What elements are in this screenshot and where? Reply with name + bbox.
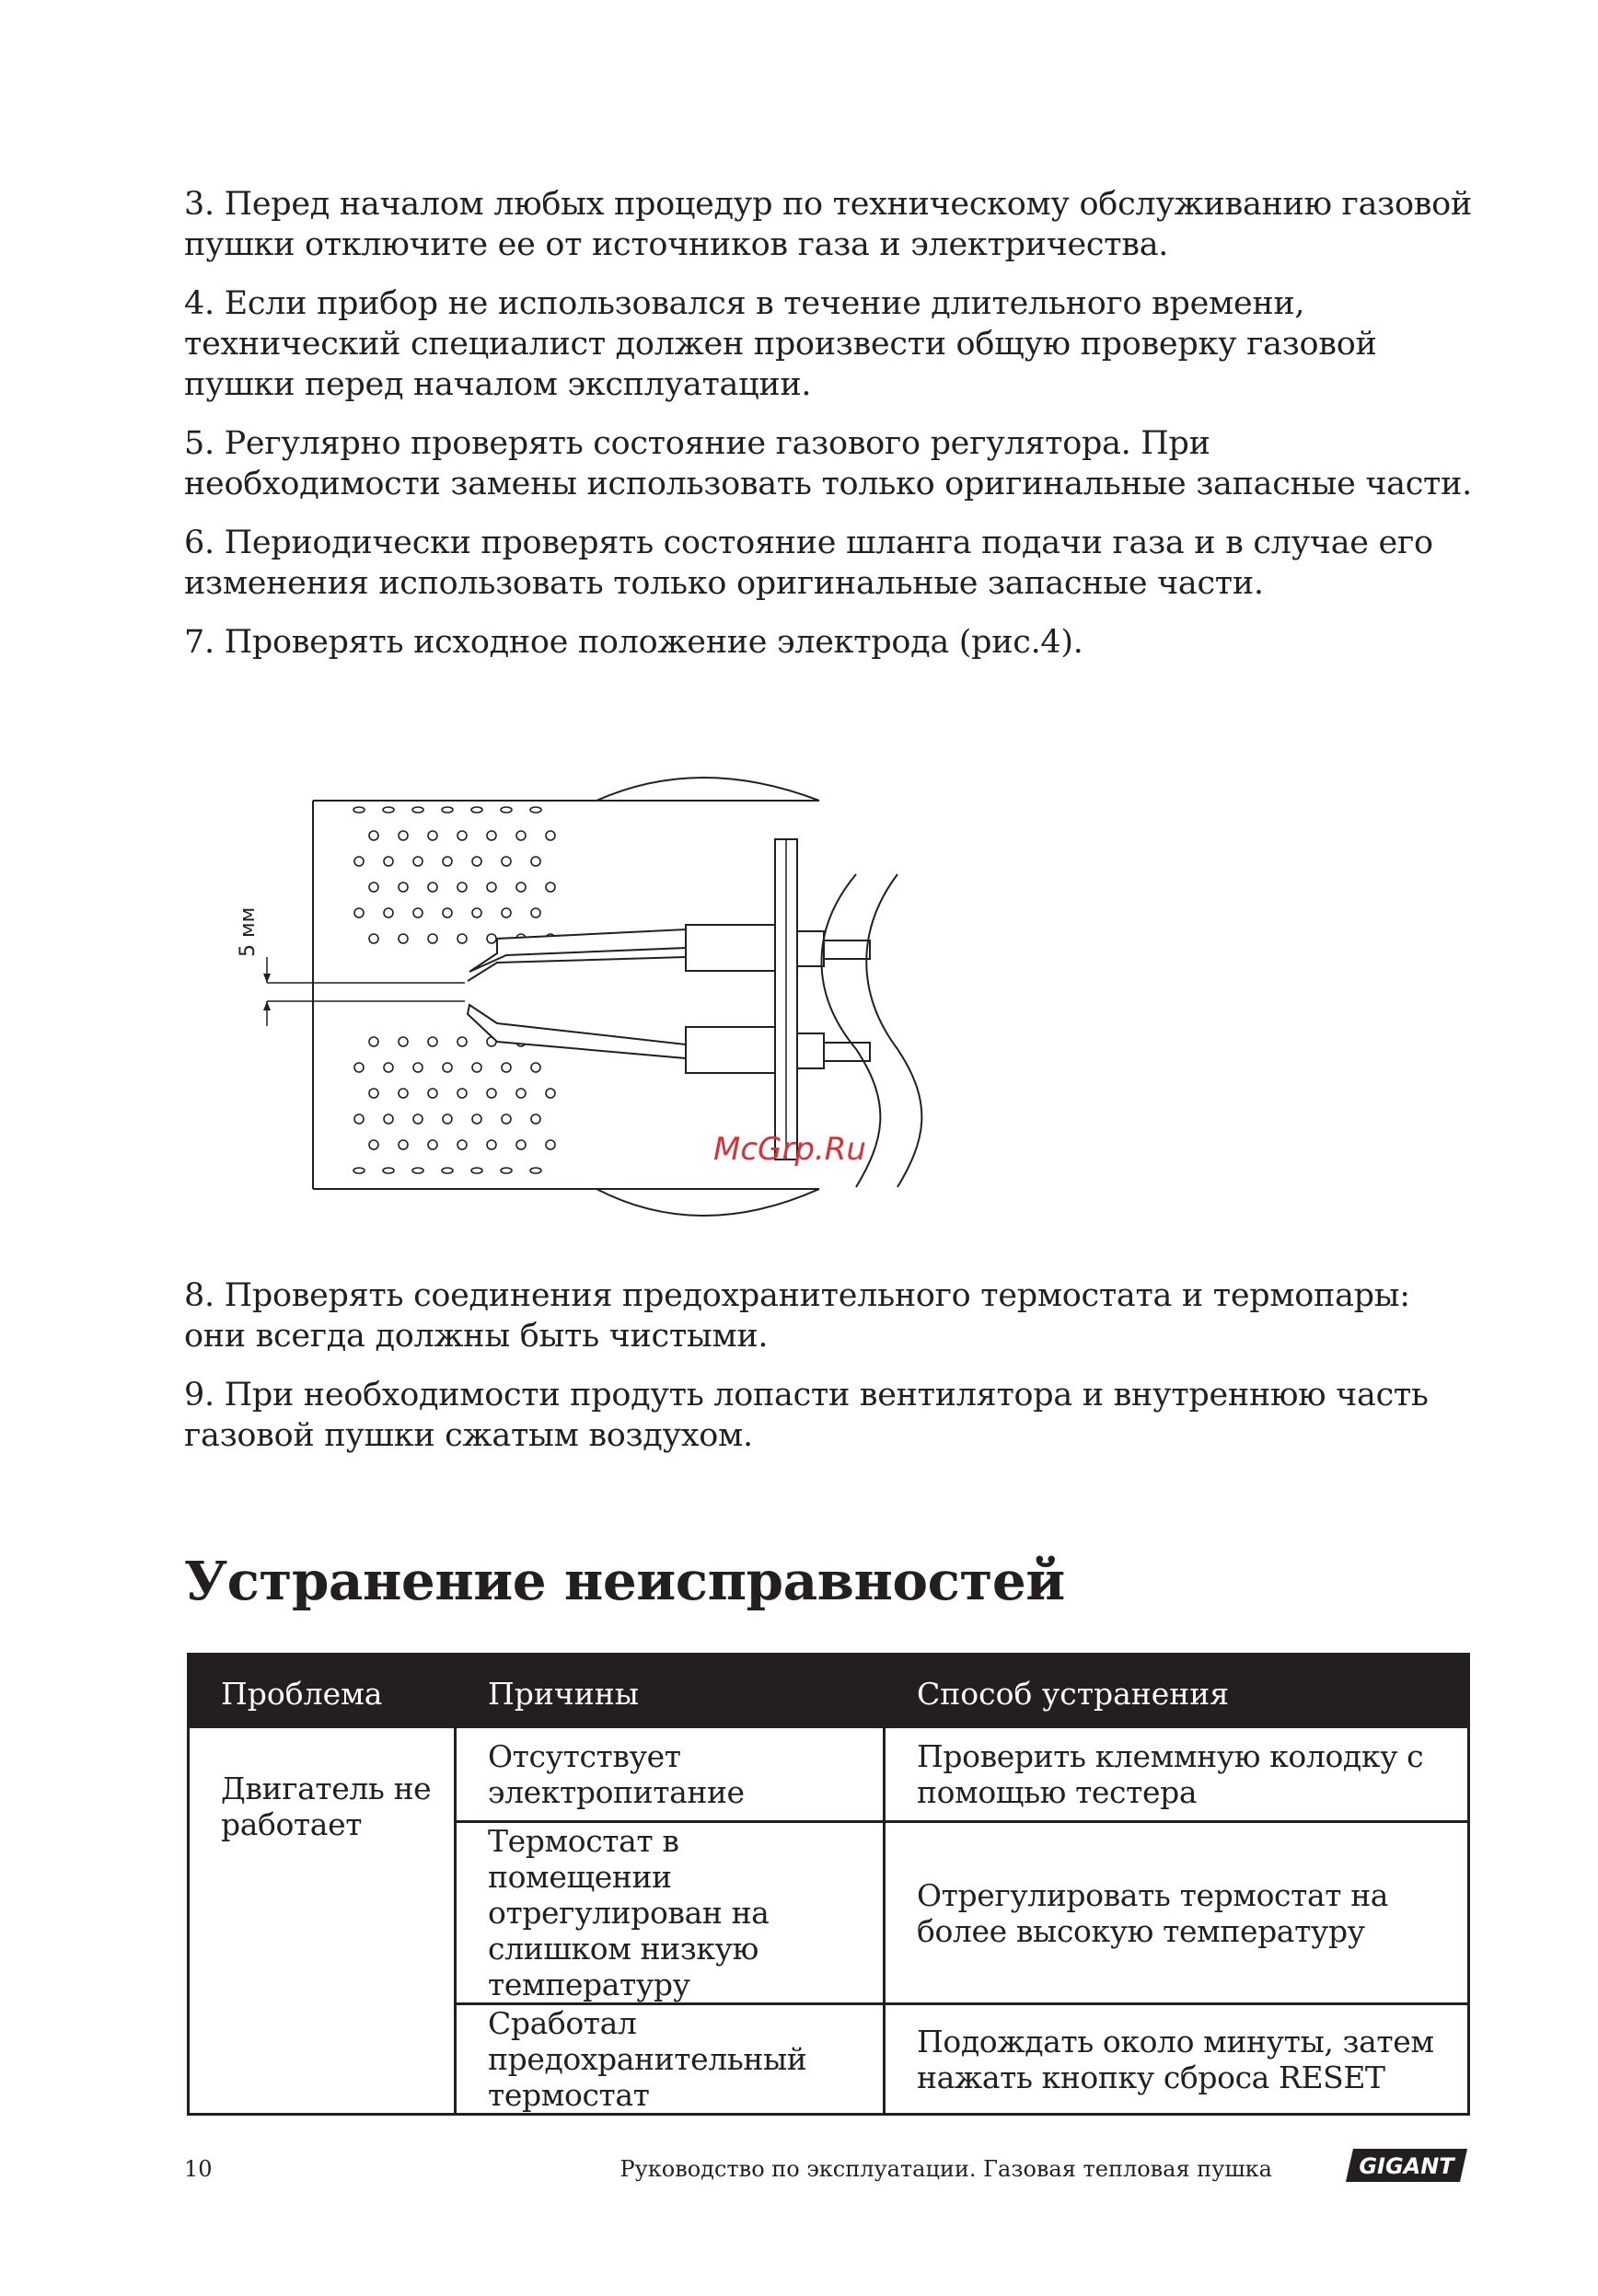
perforation-hole bbox=[502, 908, 511, 917]
perforation-hole bbox=[531, 1114, 540, 1124]
problem-cell: Двигатель не работает bbox=[189, 1727, 456, 2115]
perforation-hole bbox=[472, 1063, 481, 1072]
step-4: 4. Если прибор не использовался в течение длительного времени, технический специалист должен произвести общую проверку газовой пушки перед началом эксплуатации. bbox=[184, 285, 1377, 403]
perforation-hole bbox=[384, 908, 393, 917]
perforation-hole bbox=[354, 908, 364, 917]
perforation-hole bbox=[442, 1168, 453, 1173]
perforation-hole bbox=[531, 908, 540, 917]
cause-cell: Термостат в помещении отрегулирован на слишком низкую температуру bbox=[456, 1822, 885, 2004]
perforation-hole bbox=[399, 934, 408, 943]
perforation-hole bbox=[353, 807, 365, 813]
perforation-hole bbox=[428, 1037, 437, 1046]
perforation-hole bbox=[443, 1063, 452, 1072]
perforation-hole bbox=[412, 1168, 423, 1173]
perforation-hole bbox=[413, 908, 423, 917]
step-7: 7. Проверять исходное положение электрода (рис.4). bbox=[184, 624, 1083, 661]
perforation-hole bbox=[443, 908, 452, 917]
fix-cell: Отрегулировать термостат на более высокую температуру bbox=[885, 1822, 1469, 2004]
perforation-hole bbox=[428, 883, 437, 892]
perforation-hole bbox=[502, 1063, 511, 1072]
perforation-hole bbox=[546, 1140, 555, 1149]
perforation-hole bbox=[516, 1140, 526, 1149]
cause-cell: Сработал предохранительный термостат bbox=[456, 2004, 885, 2115]
step-6: 6. Периодически проверять состояние шланга подачи газа и в случае его изменения использовать только оригинальные запасные части. bbox=[184, 525, 1433, 602]
perforation-hole bbox=[516, 883, 526, 892]
perforation-hole bbox=[472, 1114, 481, 1124]
cause-cell: Отсутствует электропитание bbox=[456, 1727, 885, 1822]
perforation-hole bbox=[443, 1114, 452, 1124]
gigant-logo bbox=[1346, 2147, 1467, 2184]
perforation-hole bbox=[428, 831, 437, 840]
table-row bbox=[189, 1727, 1469, 1822]
perforation-hole bbox=[546, 883, 555, 892]
header-problem: Проблема bbox=[189, 1655, 456, 1727]
perforation-hole bbox=[471, 807, 482, 813]
perforation-hole bbox=[457, 831, 467, 840]
perforation-hole bbox=[399, 831, 408, 840]
section-title: Устранение неисправностей bbox=[184, 1550, 1065, 1612]
perforation-hole bbox=[354, 1063, 364, 1072]
step-3: 3. Перед началом любых процедур по техническому обслуживанию газовой пушки отключите ее от источников газа и электричества. bbox=[184, 186, 1472, 263]
maintenance-steps-bottom bbox=[184, 1275, 1473, 1474]
troubleshooting-table bbox=[187, 1653, 1470, 2116]
perforation-hole bbox=[399, 883, 408, 892]
dimension-label: 5 мм bbox=[237, 906, 260, 957]
perforation-hole bbox=[502, 857, 511, 866]
perforation-hole bbox=[530, 1168, 541, 1173]
footer-doc-title: Руководство по эксплуатации. Газовая тепловая пушка bbox=[620, 2156, 1272, 2182]
logo-text: GIGANT bbox=[1359, 2153, 1454, 2179]
perforation-hole bbox=[369, 1037, 378, 1046]
perforation-hole bbox=[471, 1168, 482, 1173]
perforation-hole bbox=[487, 831, 496, 840]
perforation-hole bbox=[369, 831, 378, 840]
perforation-hole bbox=[531, 857, 540, 866]
step-5: 5. Регулярно проверять состояние газового регулятора. При необходимости замены использовать только оригинальные запасные части. bbox=[184, 425, 1472, 502]
table-header-row bbox=[189, 1655, 1469, 1727]
perforation-hole bbox=[384, 1063, 393, 1072]
perforation-hole bbox=[412, 807, 423, 813]
perforation-hole bbox=[530, 807, 541, 813]
perforation-hole bbox=[354, 1114, 364, 1124]
perforation-hole bbox=[399, 1089, 408, 1098]
perforation-hole bbox=[457, 1037, 467, 1046]
perforation-hole bbox=[384, 857, 393, 866]
perforation-hole bbox=[487, 1089, 496, 1098]
perforation-hole bbox=[531, 1063, 540, 1072]
perforation-hole bbox=[472, 908, 481, 917]
perforation-hole bbox=[546, 831, 555, 840]
step-9: 9. При необходимости продуть лопасти вентилятора и внутреннюю часть газовой пушки сжатым воздухом. bbox=[184, 1377, 1429, 1454]
perforation-hole bbox=[399, 1037, 408, 1046]
fix-cell: Проверить клеммную колодку с помощью тестера bbox=[885, 1727, 1469, 1822]
perforation-hole bbox=[383, 1168, 394, 1173]
perforation-hole bbox=[457, 883, 467, 892]
perforation-hole bbox=[399, 1140, 408, 1149]
perforation-hole bbox=[428, 934, 437, 943]
step-8: 8. Проверять соединения предохранительного термостата и термопары: они всегда должны быть чистыми. bbox=[184, 1277, 1410, 1355]
maintenance-steps-top bbox=[184, 184, 1473, 681]
perforation-hole bbox=[428, 1089, 437, 1098]
perforation-hole bbox=[384, 1114, 393, 1124]
header-causes: Причины bbox=[456, 1655, 885, 1727]
perforation-hole bbox=[369, 934, 378, 943]
perforation-hole bbox=[501, 807, 512, 813]
perforation-hole bbox=[487, 934, 496, 943]
perforation-hole bbox=[369, 1140, 378, 1149]
perforation-hole bbox=[472, 857, 481, 866]
perforation-hole bbox=[457, 1089, 467, 1098]
perforation-hole bbox=[516, 1089, 526, 1098]
header-solution: Способ устранения bbox=[885, 1655, 1469, 1727]
perforation-hole bbox=[443, 857, 452, 866]
perforation-hole bbox=[516, 831, 526, 840]
perforation-hole bbox=[369, 883, 378, 892]
perforation-hole bbox=[442, 807, 453, 813]
perforation-hole bbox=[369, 1089, 378, 1098]
perforation-hole bbox=[501, 1168, 512, 1173]
watermark: McGrp.Ru bbox=[713, 1131, 866, 1168]
perforation-hole bbox=[457, 934, 467, 943]
perforation-hole bbox=[413, 1114, 423, 1124]
page-number: 10 bbox=[184, 2156, 213, 2182]
perforation-hole bbox=[487, 1140, 496, 1149]
electrode-position-figure bbox=[221, 773, 994, 1252]
perforation-hole bbox=[502, 1114, 511, 1124]
perforation-hole bbox=[546, 1089, 555, 1098]
perforation-hole bbox=[413, 1063, 423, 1072]
perforation-hole bbox=[457, 1140, 467, 1149]
perforation-hole bbox=[383, 807, 394, 813]
perforation-hole bbox=[354, 857, 364, 866]
perforation-hole bbox=[353, 1168, 365, 1173]
perforation-hole bbox=[428, 1140, 437, 1149]
perforation-hole bbox=[487, 883, 496, 892]
perforation-hole bbox=[413, 857, 423, 866]
fix-cell: Подождать около минуты, затем нажать кнопку сброса RESET bbox=[885, 2004, 1469, 2115]
